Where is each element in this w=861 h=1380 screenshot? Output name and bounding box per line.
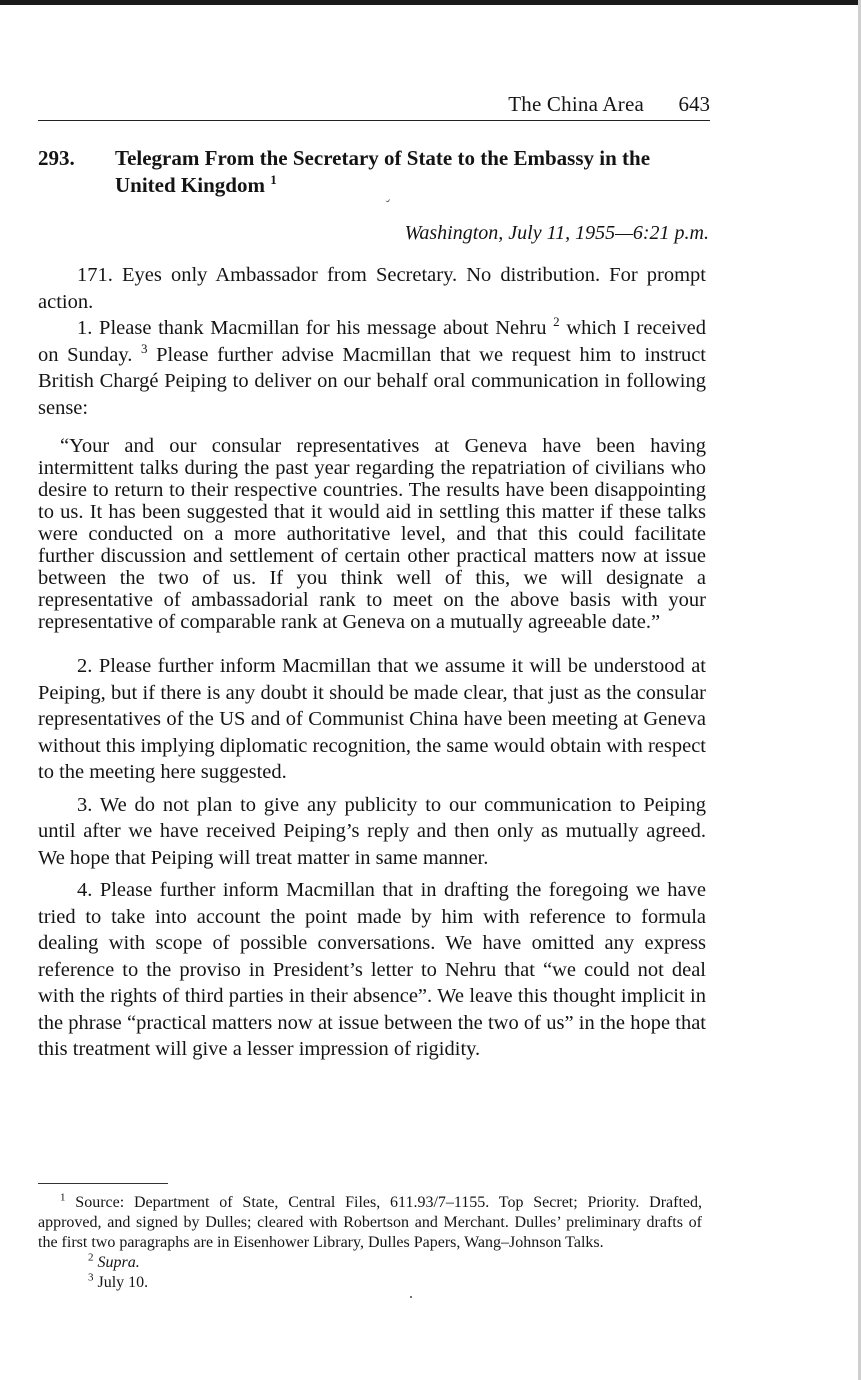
paragraph-1-part-a: 1. Please thank Macmillan for his message about Nehru (77, 317, 554, 339)
footnote-ref-1: 1 (270, 172, 277, 187)
running-head (38, 90, 710, 121)
dateline: Washington, July 11, 1955—6:21 p.m. (404, 222, 709, 244)
footnote-ref-3: 3 (141, 340, 148, 356)
footnote-divider (38, 1183, 168, 1184)
paragraph-4: 4. Please further inform Macmillan that in drafting the foregoing we have tried to take into account the point made by him with reference to formula dealing with scope of possible conversations. We have omitted any express reference to the proviso in President’s letter to Nehru that “we could not deal with the rights of third parties in their absence”. We leave this thought implicit in the phrase “practical matters now at issue between the two of us” in the hope that this treatment will give a lesser impression of rigidity. (38, 879, 706, 1060)
pencil-mark-icon: ˇ (384, 197, 396, 214)
footnote-2 (38, 1253, 702, 1273)
paragraph-1-part-b: which I received on Sunday. (38, 317, 706, 366)
footnote-2-mark: 2 (88, 1251, 94, 1264)
document-title (115, 145, 705, 199)
footnote-1 (38, 1193, 702, 1253)
footnote-2-text: Supra. (97, 1254, 140, 1271)
paragraph-1 (38, 315, 706, 421)
footnote-1-mark: 1 (60, 1191, 66, 1204)
paragraph-2: 2. Please further inform Macmillan that we assume it will be understood at Peiping, but if there is any doubt it should be made clear, that just as the consular representatives of the US and of Communist China have been meeting at Geneva without this implying diplomatic recognition, the same would obtain with respect to the meeting here suggested. (38, 655, 706, 783)
footnote-3-text: July 10. (93, 1274, 149, 1291)
footnote-ref-2: 2 (553, 314, 560, 330)
document-number: 293. (38, 146, 75, 170)
running-head-title: The China Area (508, 92, 644, 116)
page-number: 643 (678, 92, 710, 116)
footnotes (38, 1193, 702, 1293)
paragraph-1-part-c: Please further advise Macmillan that we request him to instruct British Chargé Peiping to deliver on our behalf oral communication in following sense: (38, 343, 706, 419)
footnote-1-text: Source: Department of State, Central Files, 611.93/7–1155. Top Secret; Priority. Drafted, approved, and signed by Dulles; cleared with Robertson and Merchant. Dulles’ preliminary drafts of the first two paragraphs are in Eisenhower Library, Dulles Papers, Wang–Johnson Talks. (38, 1194, 702, 1251)
scan-top-edge (0, 0, 861, 5)
scan-speck (410, 1296, 412, 1298)
footnote-3-mark: 3 (88, 1271, 94, 1284)
quoted-communication: “Your and our consular representatives at Geneva have been having intermittent talks during the past year regarding the repatriation of civilians who desire to return to their respective countries. The results have been disappointing to us. It has been suggested that it would aid in settling this matter if these talks were conducted on a more authoritative level, and that this could facilitate further discussion and settlement of certain other practical matters now at issue between the two of us. If you think well of this, we will designate a representative of ambassadorial rank to meet on the above basis with your representative of comparable rank at Geneva on a mutually agreeable date.” (38, 435, 706, 633)
document-title-text: Telegram From the Secretary of State to the Embassy in the United Kingdom (115, 146, 651, 197)
paragraph-intro: 171. Eyes only Ambassador from Secretary. No distribution. For prompt action. (38, 264, 706, 313)
paragraph-3: 3. We do not plan to give any publicity to our communication to Peiping until after we have received Peiping’s reply and then only as mutually agreed. We hope that Peiping will treat matter in same manner. (38, 793, 706, 869)
footnote-3 (38, 1273, 702, 1293)
telegram-body (38, 262, 706, 1063)
